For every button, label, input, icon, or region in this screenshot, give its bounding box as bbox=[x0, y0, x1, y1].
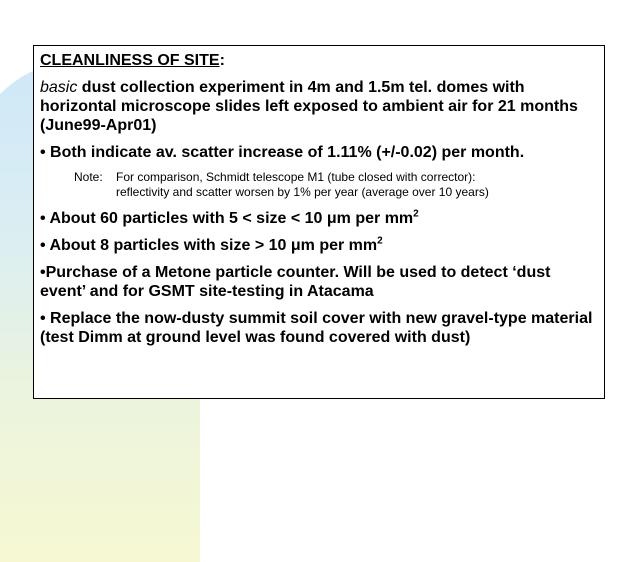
intro-paragraph bbox=[40, 78, 598, 135]
note-line-1: For comparison, Schmidt telescope M1 (tube closed with corrector): bbox=[116, 170, 476, 184]
bullet-particles-small-text: • About 60 particles with 5 < size < 10 μm per mm bbox=[40, 210, 414, 227]
bullet-scatter-increase: • Both indicate av. scatter increase of 1.11% (+/-0.02) per month. bbox=[40, 144, 525, 161]
note-line-2: reflectivity and scatter worsen by 1% per year (average over 10 years) bbox=[116, 185, 489, 199]
bullet-particles-large bbox=[40, 236, 598, 255]
bullet-soil-cover: • Replace the now-dusty summit soil cover with new gravel-type material (test Dimm at ground level was found covered with dust) bbox=[40, 310, 593, 346]
bullet-particles-large-sup: 2 bbox=[377, 235, 383, 247]
slide-title-colon: : bbox=[219, 52, 225, 69]
comparison-note bbox=[74, 170, 598, 200]
slide-title bbox=[40, 51, 598, 70]
slide-title-text: CLEANLINESS OF SITE bbox=[40, 52, 220, 69]
note-label: Note: bbox=[74, 170, 103, 184]
intro-italic-word: basic bbox=[40, 79, 78, 96]
slide-text-box bbox=[33, 45, 605, 399]
bullet-particles-large-text: • About 8 particles with size > 10 μm per mm bbox=[40, 237, 378, 254]
intro-text: dust collection experiment in 4m and 1.5m tel. domes with horizontal microscope slides left exposed to ambient air for 21 months (June99-Apr01) bbox=[40, 79, 578, 134]
bullet-particle-counter: •Purchase of a Metone particle counter. Will be used to detect ‘dust event’ and for GSMT site-testing in Atacama bbox=[40, 264, 551, 300]
note-body bbox=[116, 170, 598, 200]
bullet-particles-small-sup: 2 bbox=[413, 208, 419, 220]
bullet-particles-small bbox=[40, 209, 598, 228]
